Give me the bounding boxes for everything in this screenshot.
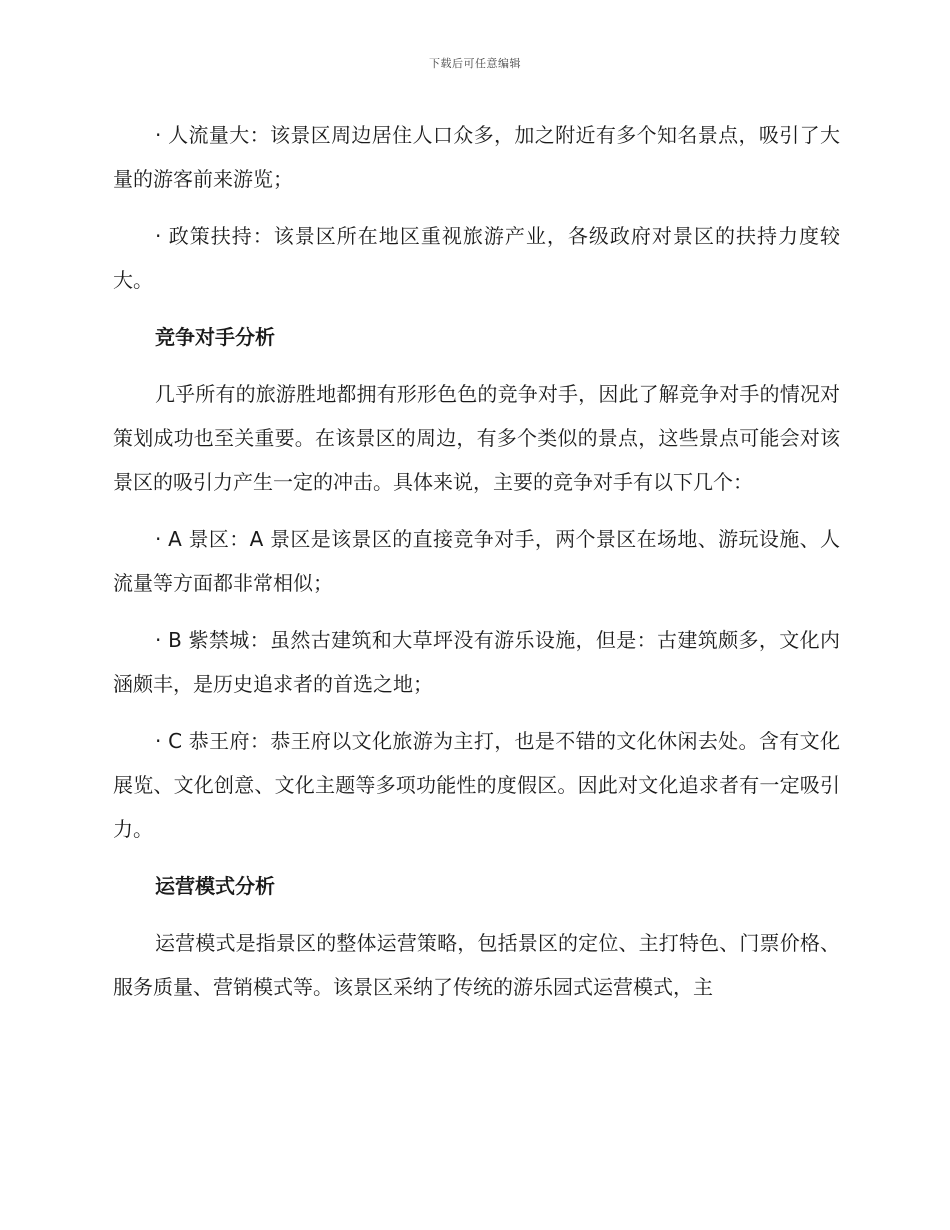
document-body [113, 113, 840, 1022]
section-heading-competitors: 竞争对手分析 [155, 325, 275, 349]
bullet-competitor-a: · A 景区：A 景区是该景区的直接竞争对手，两个景区在场地、游玩设施、人流量等方面都非常相似； [113, 527, 840, 595]
bullet-crowd-flow: · 人流量大：该景区周边居住人口众多，加之附近有多个知名景点，吸引了大量的游客前来游览； [113, 123, 840, 191]
bullet-policy-support: · 政策扶持：该景区所在地区重视旅游产业，各级政府对景区的扶持力度较大。 [113, 224, 840, 292]
page-header: 下载后可任意编辑 [429, 57, 521, 70]
paragraph-competitors-intro: 几乎所有的旅游胜地都拥有形形色色的竞争对手，因此了解竞争对手的情况对策划成功也至关重要。在该景区的周边，有多个类似的景点，这些景点可能会对该景区的吸引力产生一定的冲击。具体来说，主要的竞争对手有以下几个： [113, 382, 840, 494]
bullet-competitor-c: · C 恭王府：恭王府以文化旅游为主打，也是不错的文化休闲去处。含有文化展览、文化创意、文化主题等多项功能性的度假区。因此对文化追求者有一定吸引力。 [113, 729, 840, 841]
section-heading-operation-model: 运营模式分析 [155, 874, 275, 898]
bullet-competitor-b: · B 紫禁城：虽然古建筑和大草坪没有游乐设施，但是：古建筑颇多，文化内涵颇丰，是历史追求者的首选之地； [113, 628, 840, 696]
paragraph-operation-model: 运营模式是指景区的整体运营策略，包括景区的定位、主打特色、门票价格、服务质量、营销模式等。该景区采纳了传统的游乐园式运营模式，主 [113, 931, 840, 999]
